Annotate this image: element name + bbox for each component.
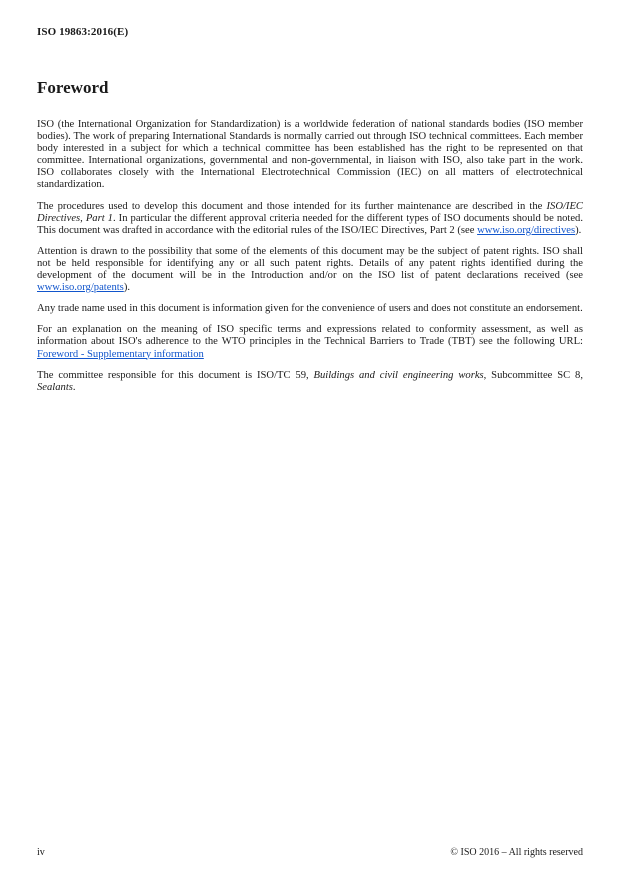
foreword-supplementary-information-link[interactable]: Foreword - Supplementary information — [37, 348, 204, 360]
italic-text: Buildings and civil engineering works — [313, 369, 484, 381]
paragraph-text: The committee responsible for this document is ISO/TC 59, — [37, 369, 314, 381]
paragraph-text: Attention is drawn to the possibility that some of the elements of this document may be the subject of patent rights. ISO shall not be held responsible for identifying any or all such patent rights. Details of any patent rights identified during the development of the document will be in the Introduction and/or on the ISO list of patent declarations received (see — [37, 245, 583, 282]
page-title: Foreword — [37, 78, 109, 97]
page-footer — [37, 847, 583, 858]
foreword-paragraph-4 — [37, 303, 583, 315]
paragraph-text: The procedures used to develop this document and those intended for its further maintenance are described in the — [37, 200, 547, 212]
iso-directives-link[interactable]: www.iso.org/directives — [477, 224, 576, 236]
paragraph-text: . In particular the different approval criteria needed for the different types of ISO documents should be noted. This document was drafted in accordance with the editorial rules of the ISO/IEC Directives, Part 2 (see — [37, 212, 583, 236]
page-number: iv — [37, 847, 45, 858]
paragraph-text: . — [72, 381, 76, 393]
foreword-paragraph-6 — [37, 370, 583, 394]
document-reference-header: ISO 19863:2016(E) — [37, 26, 129, 38]
paragraph-text: ). — [123, 282, 130, 294]
paragraph-text: ISO (the International Organization for Standardization) is a worldwide federation of national standards bodies (ISO member bodies). The work of preparing International Standards is normally carried out through ISO technical committees. Each member body interested in a subject for which a technical committee has been established has the right to be represented on that committee. International organizations, governmental and non-governmental, in liaison with ISO, also take part in the work. ISO collaborates closely with the International Electrotechnical Commission (IEC) on all matters of electrotechnical standardization. — [37, 119, 583, 191]
foreword-paragraph-1 — [37, 119, 583, 192]
foreword-paragraph-3 — [37, 246, 583, 294]
paragraph-text: Any trade name used in this document is information given for the convenience of users and does not constitute an endorsement. — [37, 303, 583, 315]
paragraph-text: , Subcommittee SC 8, — [483, 369, 584, 381]
paragraph-text: For an explanation on the meaning of ISO specific terms and expressions related to conformity assessment, as well as information about ISO's adherence to the WTO principles in the Technical Barriers to Trade (TBT) see the following URL: — [37, 324, 583, 348]
foreword-paragraph-5 — [37, 324, 583, 360]
iso-patents-link[interactable]: www.iso.org/patents — [37, 282, 124, 294]
paragraph-text: ). — [575, 224, 582, 236]
italic-text: ISO/IEC Directives, Part 1 — [37, 200, 583, 224]
foreword-paragraph-2 — [37, 201, 583, 237]
italic-text: Sealants — [37, 381, 73, 393]
copyright-notice: © ISO 2016 – All rights reserved — [450, 847, 583, 858]
